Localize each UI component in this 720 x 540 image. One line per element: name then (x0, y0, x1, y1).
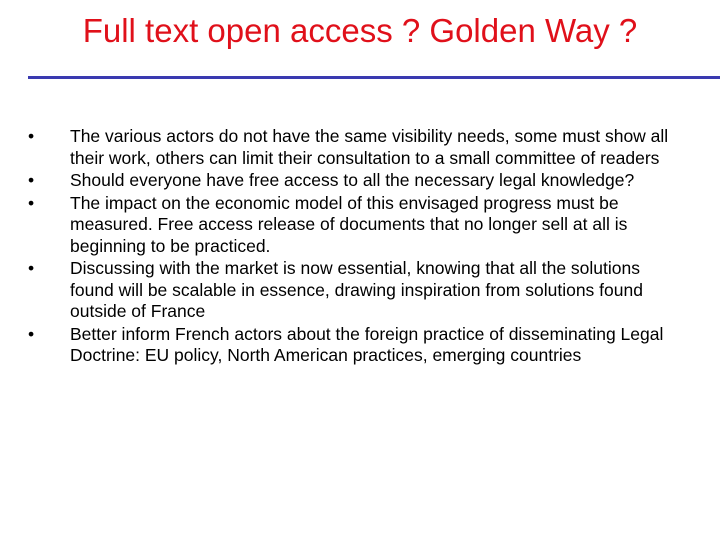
slide-title: Full text open access ? Golden Way ? (82, 12, 638, 49)
bullet-item (28, 193, 684, 258)
bullet-icon: • (28, 258, 35, 278)
title-divider (28, 76, 720, 79)
bullet-item (28, 126, 684, 169)
bullet-text: Should everyone have free access to all the necessary legal knowledge? (70, 170, 635, 190)
bullet-icon: • (28, 170, 35, 190)
bullet-icon: • (28, 192, 35, 213)
bullet-text: The impact on the economic model of this envisaged progress must be measured. Free access release of documents that no longer sell at all is beginning to be practiced. (70, 192, 628, 256)
bullet-icon: • (28, 126, 35, 146)
bullet-text: Discussing with the market is now essential, knowing that all the solutions found will be scalable in essence, drawing inspiration from solutions found outside of France (70, 258, 643, 321)
bullet-icon: • (28, 323, 35, 344)
bullet-item (28, 258, 684, 323)
bullet-text: Better inform French actors about the foreign practice of disseminating Legal Doctrine: EU policy, North American practices, emerging countries (70, 323, 664, 365)
bullet-list (28, 126, 684, 368)
bullet-item (28, 324, 684, 367)
bullet-text: The various actors do not have the same visibility needs, some must show all their work, others can limit their consultation to a small committee of readers (70, 126, 669, 168)
bullet-item (28, 170, 684, 192)
